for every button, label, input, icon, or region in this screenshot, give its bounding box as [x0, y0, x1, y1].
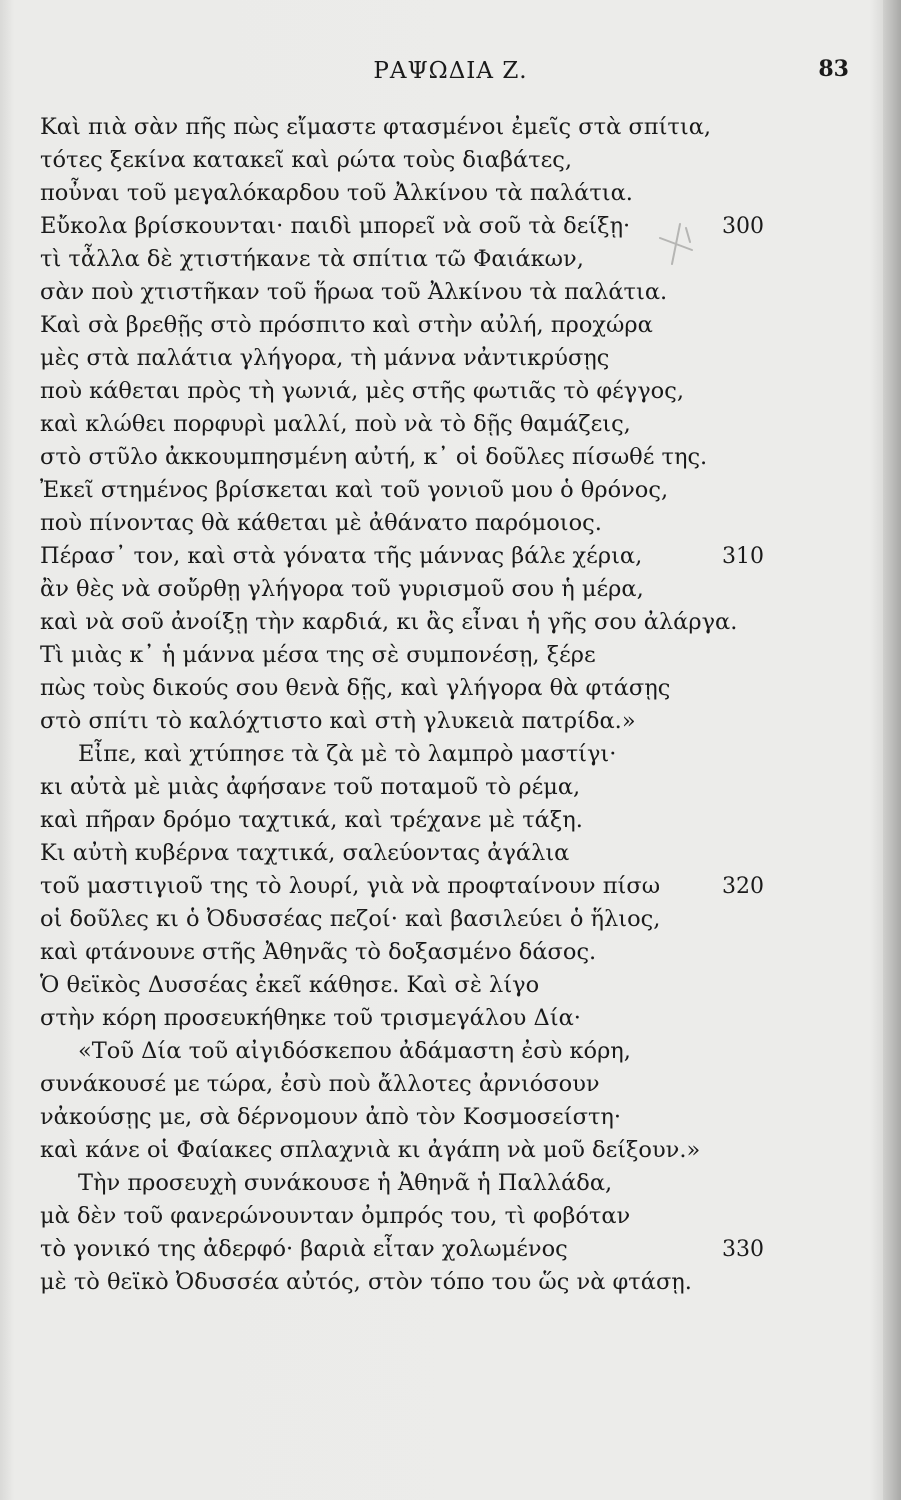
- page-number: 83: [818, 56, 849, 82]
- verse-line-text: μὲς στὰ παλάτια γλήγορα, τὴ μάννα νἀντικρύσῃς: [40, 345, 610, 371]
- verse-line: [22, 375, 882, 408]
- verse-line: [22, 1035, 882, 1068]
- line-number: 330: [722, 1237, 764, 1262]
- verse-line-text: «Τοῦ Δία τοῦ αἰγιδόσκεπου ἀδάμαστη ἐσὺ κόρη,: [78, 1038, 631, 1064]
- verse-line: [22, 969, 882, 1002]
- verse-line: [22, 111, 882, 144]
- verse-line: [22, 474, 882, 507]
- verse-line-text: τὶ τἆλλα δὲ χτιστήκανε τὰ σπίτια τῶ Φαιάκων,: [40, 246, 584, 272]
- verse-line-text: καὶ πῆραν δρόμο ταχτικά, καὶ τρέχανε μὲ τάξη.: [40, 807, 583, 833]
- verse-line: [22, 903, 882, 936]
- line-number: 320: [722, 874, 764, 899]
- page-edge-shadow: [883, 0, 901, 1500]
- verse-line-text: καὶ κάνε οἱ Φαίακες σπλαχνιὰ κι ἀγάπη νὰ μοῦ δείξουν.»: [40, 1137, 701, 1163]
- line-number: 300: [722, 214, 764, 239]
- verse-line-text: Τὴν προσευχὴ συνάκουσε ἡ Ἀθηνᾶ ἡ Παλλάδα,: [78, 1170, 613, 1196]
- verse-line-text: Ὁ θεϊκὸς Δυσσέας ἐκεῖ κάθησε. Καὶ σὲ λίγο: [40, 972, 540, 998]
- line-number: 310: [722, 544, 764, 569]
- verse-line-text: καὶ φτάνουνε στῆς Ἀθηνᾶς τὸ δοξασμένο δάσος.: [40, 939, 597, 965]
- verse-line-text: στὴν κόρη προσευκήθηκε τοῦ τρισμεγάλου Δία·: [40, 1005, 581, 1031]
- verse-line-text: Εὔκολα βρίσκουνται· παιδὶ μπορεῖ νὰ σοῦ τὰ δείξῃ·: [40, 213, 631, 239]
- verse-line: [22, 309, 882, 342]
- verse-line: [22, 1134, 882, 1167]
- verse-line-text: στὸ στῦλο ἀκκουμπησμένη αὐτή, κ᾽ οἱ δοῦλες πίσωθέ της.: [40, 444, 708, 470]
- verse-line: [22, 936, 882, 969]
- verse-line: [22, 639, 882, 672]
- verse-line-text: Πέρασ᾽ τον, καὶ στὰ γόνατα τῆς μάννας βάλε χέρια,: [40, 543, 643, 569]
- verse-line-text: καὶ νὰ σοῦ ἀνοίξῃ τὴν καρδιά, κι ἂς εἶναι ἡ γῆς σου ἀλάργα.: [40, 609, 738, 635]
- verse-line-text: πὼς τοὺς δικούς σου θενὰ δῇς, καὶ γλήγορα θὰ φτάσῃς: [40, 675, 671, 701]
- verse-line: [22, 606, 882, 639]
- verse-line-text: στὸ σπίτι τὸ καλόχτιστο καὶ στὴ γλυκειὰ πατρίδα.»: [40, 708, 636, 734]
- verse-line: [22, 540, 882, 573]
- verse-line-text: Κι αὐτὴ κυβέρνα ταχτικά, σαλεύοντας ἀγάλια: [40, 840, 570, 866]
- verse-line-text: τὸ γονικό της ἀδερφό· βαριὰ εἶταν χολωμένος: [40, 1236, 568, 1262]
- verse-line: [22, 177, 882, 210]
- verse-line: [22, 771, 882, 804]
- verse-line: [22, 573, 882, 606]
- verse-line-text: νἀκούσῃς με, σὰ δέρνομουν ἀπὸ τὸν Κοσμοσείστη·: [40, 1104, 622, 1130]
- verse-line-text: ἂν θὲς νὰ σοὔρθῃ γλήγορα τοῦ γυρισμοῦ σου ἡ μέρα,: [40, 576, 644, 602]
- verse-line: [22, 1266, 882, 1299]
- verse-line-text: ποὺ κάθεται πρὸς τὴ γωνιά, μὲς στῆς φωτιᾶς τὸ φέγγος,: [40, 378, 684, 404]
- verse-line-text: τότες ξεκίνα κατακεῖ καὶ ρώτα τοὺς διαβάτες,: [40, 147, 573, 173]
- verse-line: [22, 144, 882, 177]
- verse-line: [22, 276, 882, 309]
- verse-line: [22, 672, 882, 705]
- verse-line: [22, 342, 882, 375]
- running-title: ΡΑΨΩΔΙΑ Ζ.: [373, 58, 528, 84]
- verse-line: [22, 1200, 882, 1233]
- verse-line: [22, 243, 882, 276]
- verse-line: [22, 738, 882, 771]
- verse-line: [22, 441, 882, 474]
- verse-line-text: ποὺ πίνοντας θὰ κάθεται μὲ ἀθάνατο παρόμοιος.: [40, 510, 602, 536]
- verse-line-text: συνάκουσέ με τώρα, ἐσὺ ποὺ ἄλλοτες ἀρνιόσουν: [40, 1071, 600, 1097]
- verse-line: [22, 1101, 882, 1134]
- verse-line-text: Καὶ πιὰ σὰν πῆς πὼς εἴμαστε φτασμένοι ἐμεῖς στὰ σπίτια,: [40, 114, 712, 140]
- verse-line: [22, 837, 882, 870]
- verse-line-text: καὶ κλώθει πορφυρὶ μαλλί, ποὺ νὰ τὸ δῇς θαμάζεις,: [40, 411, 631, 437]
- verse-line: [22, 210, 882, 243]
- verse-text: [22, 111, 882, 1299]
- verse-line-text: Καὶ σὰ βρεθῇς στὸ πρόσπιτο καὶ στὴν αὐλή, προχώρα: [40, 312, 653, 338]
- verse-line: [22, 507, 882, 540]
- verse-line-text: τοῦ μαστιγιοῦ της τὸ λουρί, γιὰ νὰ προφταίνουν πίσω: [40, 873, 661, 899]
- verse-line-text: Εἶπε, καὶ χτύπησε τὰ ζὰ μὲ τὸ λαμπρὸ μαστίγι·: [78, 741, 617, 767]
- verse-line-text: Τὶ μιὰς κ᾽ ἡ μάννα μέσα της σὲ συμπονέσῃ, ξέρε: [40, 642, 596, 668]
- verse-line-text: οἱ δοῦλες κι ὁ Ὀδυσσέας πεζοί· καὶ βασιλεύει ὁ ἥλιος,: [40, 906, 661, 932]
- verse-line: [22, 804, 882, 837]
- verse-line-text: Ἐκεῖ στημένος βρίσκεται καὶ τοῦ γονιοῦ μου ὁ θρόνος,: [40, 477, 669, 503]
- verse-line: [22, 408, 882, 441]
- verse-line-text: μὰ δὲν τοῦ φανερώνουνταν ὀμπρός του, τὶ φοβόταν: [40, 1203, 631, 1229]
- verse-line: [22, 1233, 882, 1266]
- verse-line: [22, 705, 882, 738]
- verse-line-text: σὰν ποὺ χτιστῆκαν τοῦ ἥρωα τοῦ Ἀλκίνου τὰ παλάτια.: [40, 279, 668, 305]
- verse-line: [22, 1002, 882, 1035]
- page-header: [0, 56, 901, 90]
- verse-line-text: ποὖναι τοῦ μεγαλόκαρδου τοῦ Ἀλκίνου τὰ παλάτια.: [40, 180, 633, 206]
- verse-line: [22, 870, 882, 903]
- verse-line-text: κι αὐτὰ μὲ μιὰς ἀφήσανε τοῦ ποταμοῦ τὸ ρέμα,: [40, 774, 581, 800]
- verse-line: [22, 1068, 882, 1101]
- verse-line-text: μὲ τὸ θεϊκὸ Ὀδυσσέα αὐτός, στὸν τόπο του ὥς νὰ φτάσῃ.: [40, 1269, 692, 1295]
- verse-line: [22, 1167, 882, 1200]
